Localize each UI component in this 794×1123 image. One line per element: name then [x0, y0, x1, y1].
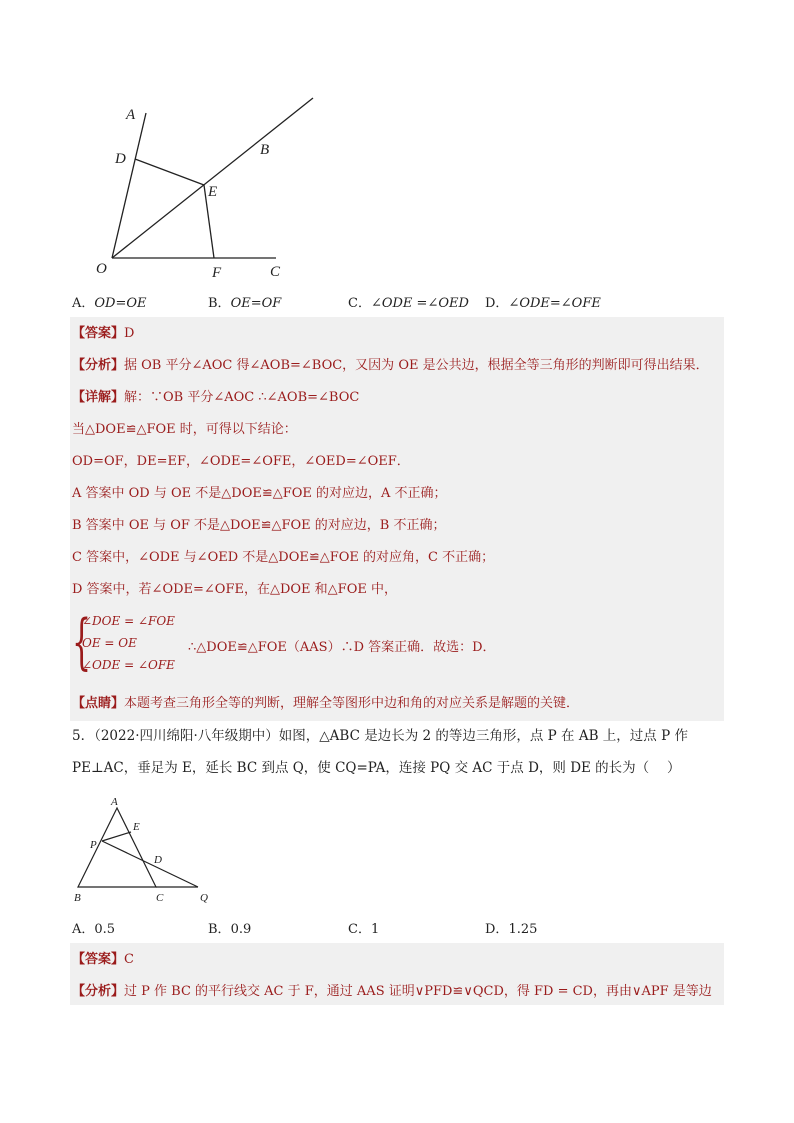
q5-stem-line-1: 5．（2022·四川绵阳·八年级期中）如图，△ABC 是边长为 2 的等边三角形，点 P 在 AB 上，过点 P 作 — [72, 728, 688, 744]
answer-value: C — [124, 952, 134, 967]
option-letter: C． — [348, 296, 371, 311]
figure-angle-bisector-svg — [88, 95, 328, 285]
option-text: OD=OE — [94, 296, 147, 311]
q4-detail — [72, 389, 359, 407]
label-D: D — [154, 854, 162, 866]
option-letter: D． — [485, 296, 509, 311]
label-E: E — [133, 821, 140, 833]
q5-option-d[interactable] — [485, 918, 537, 937]
q4-detail-line: D 答案中，若∠ODE=∠OFE，在△DOE 和△FOE 中， — [72, 582, 397, 597]
option-letter: C． — [348, 922, 371, 937]
figure-equilateral-triangle — [70, 795, 220, 910]
label-O: O — [96, 261, 107, 277]
comment-tag: 【点睛】 — [72, 696, 125, 711]
q4-analysis — [72, 357, 709, 375]
q4-option-a[interactable] — [72, 292, 147, 311]
answer-tag: 【答案】 — [72, 952, 125, 967]
option-text: ∠ODE=∠OFE — [508, 296, 601, 311]
label-C: C — [156, 892, 164, 904]
analysis-text: 过 P 作 BC 的平行线交 AC 于 F，通过 AAS 证明∨PFD≌∨QCD，得 FD = CD，再由∨APF 是等边 — [124, 984, 712, 999]
option-text: 0.5 — [94, 922, 116, 937]
label-D: D — [115, 151, 126, 167]
system-conclusion: ∴△DOE≌△FOE（AAS）∴D 答案正确．故选：D． — [188, 640, 496, 655]
analysis-tag: 【分析】 — [72, 984, 125, 999]
detail-tag: 【详解】 — [72, 390, 125, 405]
segment-PE — [102, 832, 131, 841]
system-row: ∠ODE = ∠OFE — [82, 658, 175, 672]
q5-option-a[interactable] — [72, 918, 115, 937]
ray-OB — [112, 98, 313, 258]
label-E: E — [208, 184, 218, 200]
q5-answer — [72, 951, 134, 969]
comment-text: 本题考查三角形全等的判断，理解全等图形中边和角的对应关系是解题的关键． — [124, 696, 580, 711]
q5-analysis — [72, 983, 712, 1001]
option-text: 1 — [370, 922, 380, 937]
label-A: A — [111, 796, 118, 808]
label-B: B — [74, 892, 81, 904]
q4-option-c[interactable] — [348, 292, 469, 311]
figure-angle-bisector — [88, 95, 328, 285]
system-brace: { — [72, 607, 92, 677]
q4-detail-line: 当△DOE≌△FOE 时，可得以下结论： — [72, 422, 297, 437]
option-text: 1.25 — [508, 922, 538, 937]
q4-detail-line: A 答案中 OD 与 OE 不是△DOE≌△FOE 的对应边，A 不正确； — [72, 486, 447, 501]
q4-detail-line: C 答案中，∠ODE 与∠OED 不是△DOE≌△FOE 的对应角，C 不正确； — [72, 550, 495, 565]
system-row: OE = OE — [82, 636, 137, 650]
detail-text: 解：∵OB 平分∠AOC ∴∠AOB=∠BOC — [124, 390, 360, 405]
q4-detail-line: B 答案中 OE 与 OF 不是△DOE≌△FOE 的对应边，B 不正确； — [72, 518, 446, 533]
figure-equilateral-triangle-svg — [70, 795, 220, 910]
option-text: OE=OF — [230, 296, 282, 311]
label-A: A — [126, 107, 136, 123]
analysis-text: 据 OB 平分∠AOC 得∠AOB=∠BOC，又因为 OE 是公共边，根据全等三角形的判断即可得出结果． — [124, 358, 709, 373]
segment-DE — [135, 159, 204, 185]
q4-answer — [72, 325, 134, 343]
system-row: ∠DOE = ∠FOE — [82, 614, 175, 628]
label-Q: Q — [200, 892, 208, 904]
option-letter: B． — [208, 922, 231, 937]
label-P: P — [90, 839, 97, 851]
option-letter: D． — [485, 922, 509, 937]
option-letter: A． — [72, 296, 95, 311]
q4-option-d[interactable] — [485, 292, 601, 311]
option-text: 0.9 — [230, 922, 252, 937]
option-text: ∠ODE =∠OED — [370, 296, 469, 311]
ray-OA — [112, 113, 146, 258]
q4-equation-system — [72, 607, 496, 677]
q5-option-c[interactable] — [348, 918, 379, 937]
option-letter: A． — [72, 922, 95, 937]
q4-detail-line: OD=OF，DE=EF，∠ODE=∠OFE，∠OED=∠OEF． — [72, 454, 410, 469]
label-C: C — [270, 264, 281, 280]
q4-option-b[interactable] — [208, 292, 281, 311]
option-letter: B． — [208, 296, 231, 311]
label-F: F — [212, 265, 222, 281]
q4-comment — [72, 695, 579, 713]
q5-stem-line-2: PE⊥AC，垂足为 E，延长 BC 到点 Q，使 CQ=PA，连接 PQ 交 AC 于点 D，则 DE 的长为（ ） — [72, 760, 681, 776]
q5-option-b[interactable] — [208, 918, 251, 937]
segment-PQ — [102, 841, 198, 887]
analysis-tag: 【分析】 — [72, 358, 125, 373]
answer-value: D — [124, 326, 135, 341]
label-B: B — [260, 142, 270, 158]
answer-tag: 【答案】 — [72, 326, 125, 341]
